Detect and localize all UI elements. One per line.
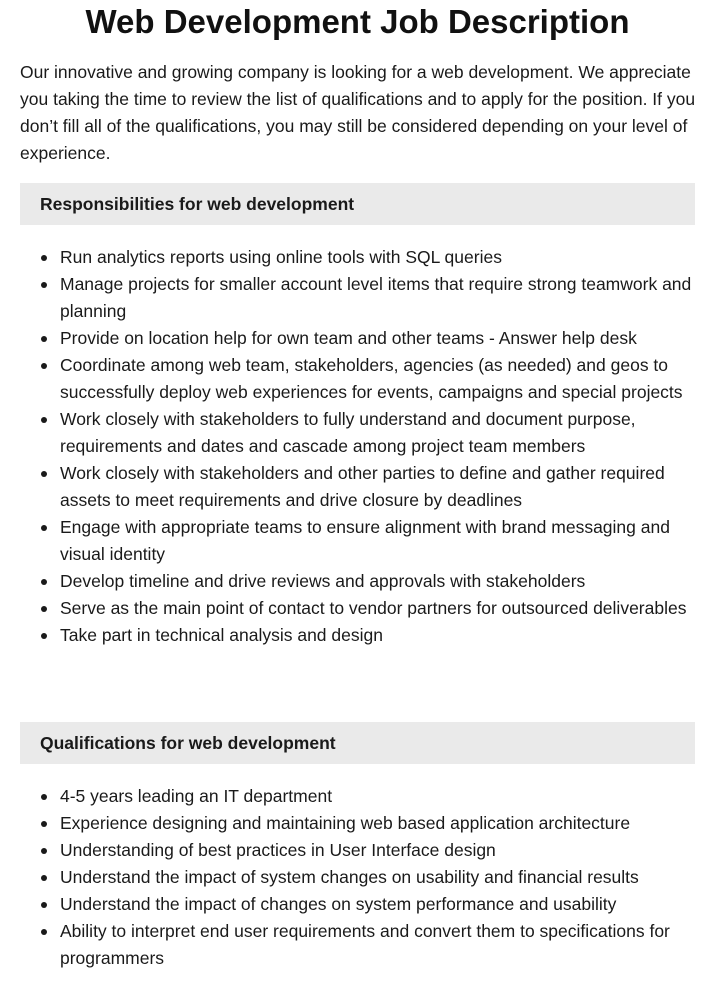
list-item-text: 4-5 years leading an IT department — [60, 786, 333, 806]
list-item-text: Ability to interpret end user requirements and convert them to specifications for programmers — [60, 921, 670, 968]
bullet-icon — [41, 848, 47, 854]
list-item — [20, 622, 700, 649]
list-item-text: Provide on location help for own team and other teams - Answer help desk — [60, 328, 637, 348]
intro-paragraph: Our innovative and growing company is looking for a web development. We appreciate you taking the time to review the list of qualifications and to apply for the position. If you don’t fill all of the qualifications, you may still be considered depending on your level of experience. — [20, 62, 696, 163]
list-item — [20, 595, 700, 622]
list-item-text: Experience designing and maintaining web based application architecture — [60, 813, 631, 833]
bullet-icon — [41, 606, 47, 612]
bullet-icon — [41, 875, 47, 881]
list-item — [20, 271, 700, 325]
list-item — [20, 810, 700, 837]
list-item — [20, 918, 700, 972]
list-item-text: Engage with appropriate teams to ensure alignment with brand messaging and visual identity — [60, 517, 670, 564]
responsibilities-heading: Responsibilities for web development — [20, 183, 695, 225]
list-item — [20, 352, 700, 406]
list-item-text: Work closely with stakeholders and other parties to define and gather required assets to meet requirements and drive closure by deadlines — [60, 463, 665, 510]
list-item-text: Work closely with stakeholders to fully understand and document purpose, requirements and dates and cascade among project team members — [60, 409, 636, 456]
list-item — [20, 891, 700, 918]
list-item-text: Understanding of best practices in User Interface design — [60, 840, 496, 860]
bullet-icon — [41, 902, 47, 908]
list-item-text: Take part in technical analysis and design — [60, 625, 383, 645]
bullet-icon — [41, 525, 47, 531]
list-item-text: Understand the impact of system changes on usability and financial results — [60, 867, 639, 887]
bullet-icon — [41, 821, 47, 827]
qualifications-list — [20, 783, 700, 972]
list-item — [20, 568, 700, 595]
bullet-icon — [41, 929, 47, 935]
list-item-text: Manage projects for smaller account level items that require strong teamwork and planning — [60, 274, 692, 321]
bullet-icon — [41, 336, 47, 342]
bullet-icon — [41, 794, 47, 800]
bullet-icon — [41, 579, 47, 585]
bullet-icon — [41, 282, 47, 288]
bullet-icon — [41, 417, 47, 423]
list-item — [20, 837, 700, 864]
list-item-text: Run analytics reports using online tools with SQL queries — [60, 247, 502, 267]
list-item — [20, 406, 700, 460]
bullet-icon — [41, 633, 47, 639]
responsibilities-list — [20, 244, 700, 649]
page-title: Web Development Job Description — [85, 3, 630, 40]
bullet-icon — [41, 255, 47, 261]
bullet-icon — [41, 471, 47, 477]
list-item-text: Understand the impact of changes on system performance and usability — [60, 894, 617, 914]
bullet-icon — [41, 363, 47, 369]
list-item — [20, 460, 700, 514]
list-item-text: Serve as the main point of contact to vendor partners for outsourced deliverables — [60, 598, 687, 618]
list-item — [20, 325, 700, 352]
list-item — [20, 244, 700, 271]
list-item-text: Develop timeline and drive reviews and approvals with stakeholders — [60, 571, 586, 591]
list-item — [20, 864, 700, 891]
qualifications-heading: Qualifications for web development — [20, 722, 695, 764]
list-item — [20, 783, 700, 810]
list-item-text: Coordinate among web team, stakeholders, agencies (as needed) and geos to successfully deploy web experiences for events, campaigns and special projects — [60, 355, 683, 402]
list-item — [20, 514, 700, 568]
